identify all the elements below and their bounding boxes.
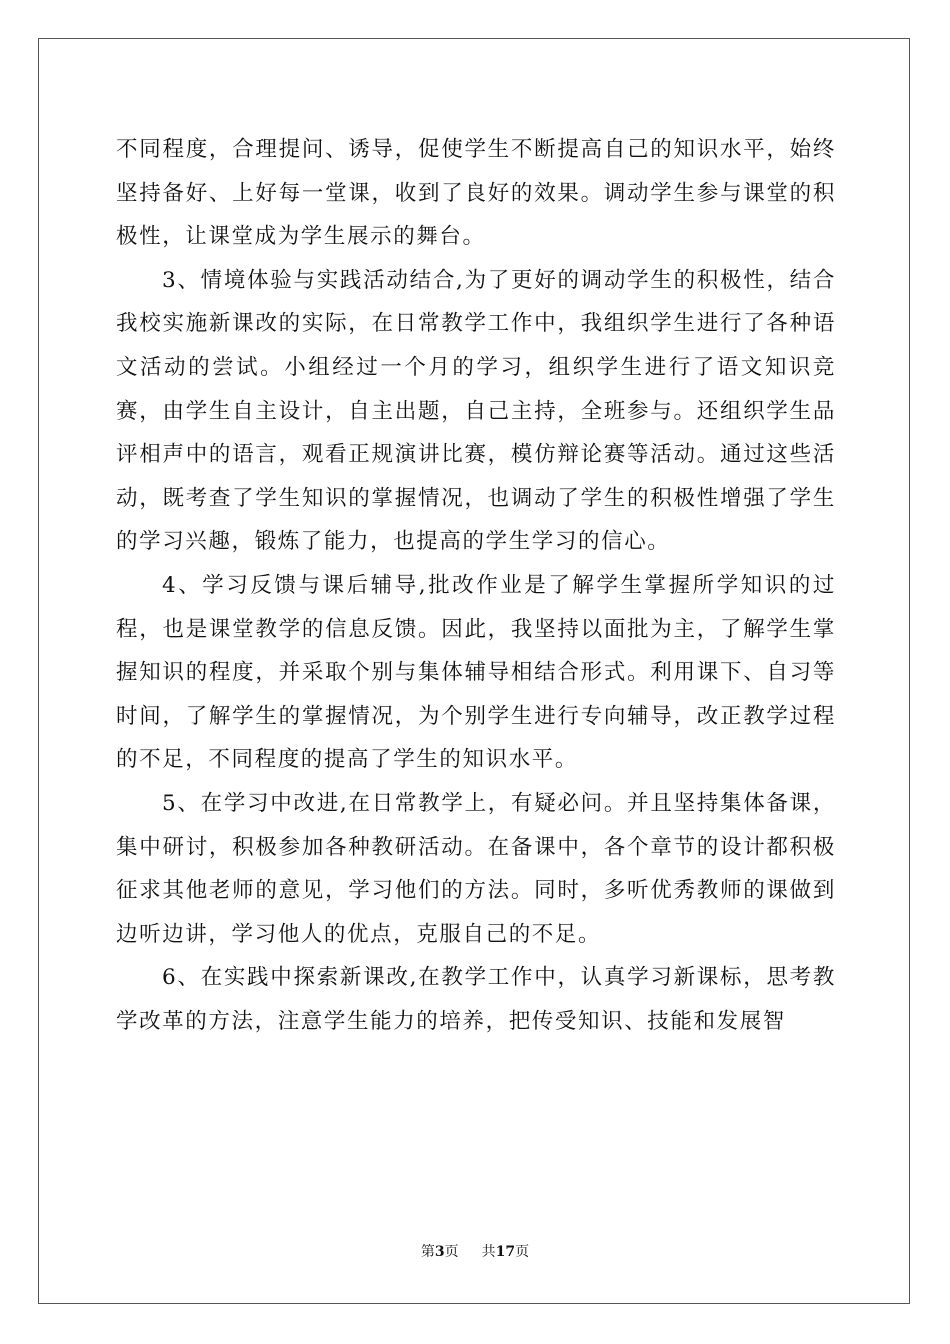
total-prefix: 共 — [481, 1244, 496, 1260]
paragraph-3: 4、学习反馈与课后辅导,批改作业是了解学生掌握所学知识的过程，也是课堂教学的信息反馈。因此，我坚持以面批为主，了解学生掌握知识的程度，并采取个别与集体辅导相结合形式。利用课下、自习等时间，了解学生的掌握情况，为个别学生进行专向辅导，改正教学过程的不足，不同程度的提高了学生的知识水平。 — [116, 572, 836, 773]
paragraph-1: 不同程度，合理提问、诱导，促使学生不断提高自己的知识水平，始终坚持备好、上好每一堂课，收到了良好的效果。调动学生参与课堂的积极性，让课堂成为学生展示的舞台。 — [116, 137, 836, 250]
page-footer — [0, 1243, 950, 1261]
page-number: 3 — [434, 1244, 445, 1260]
total-suffix: 页 — [515, 1244, 530, 1260]
document-body — [116, 128, 836, 1043]
paragraph-2: 3、情境体验与实践活动结合,为了更好的调动学生的积极性，结合我校实施新课改的实际，在日常教学工作中，我组织学生进行了各种语文活动的尝试。小组经过一个月的学习，组织学生进行了语文知识竞赛，由学生自主设计，自主出题，自己主持，全班参与。还组织学生品评相声中的语言，观看正规演讲比赛，模仿辩论赛等活动。通过这些活动，既考查了学生知识的掌握情况，也调动了学生的积极性增强了学生的学习兴趣，锻炼了能力，也提高的学生学习的信心。 — [116, 267, 836, 555]
paragraph-5: 6、在实践中探索新课改,在教学工作中，认真学习新课标，思考教学改革的方法，注意学生能力的培养，把传受知识、技能和发展智 — [116, 965, 836, 1034]
page-suffix: 页 — [444, 1244, 459, 1260]
paragraph-4: 5、在学习中改进,在日常教学上，有疑必问。并且坚持集体备课，集中研讨，积极参加各种教研活动。在备课中，各个章节的设计都积极征求其他老师的意见，学习他们的方法。同时，多听优秀教师的课做到边听边讲，学习他人的优点，克服自己的不足。 — [116, 790, 836, 947]
total-pages: 17 — [495, 1244, 516, 1260]
page-prefix: 第 — [420, 1244, 435, 1260]
